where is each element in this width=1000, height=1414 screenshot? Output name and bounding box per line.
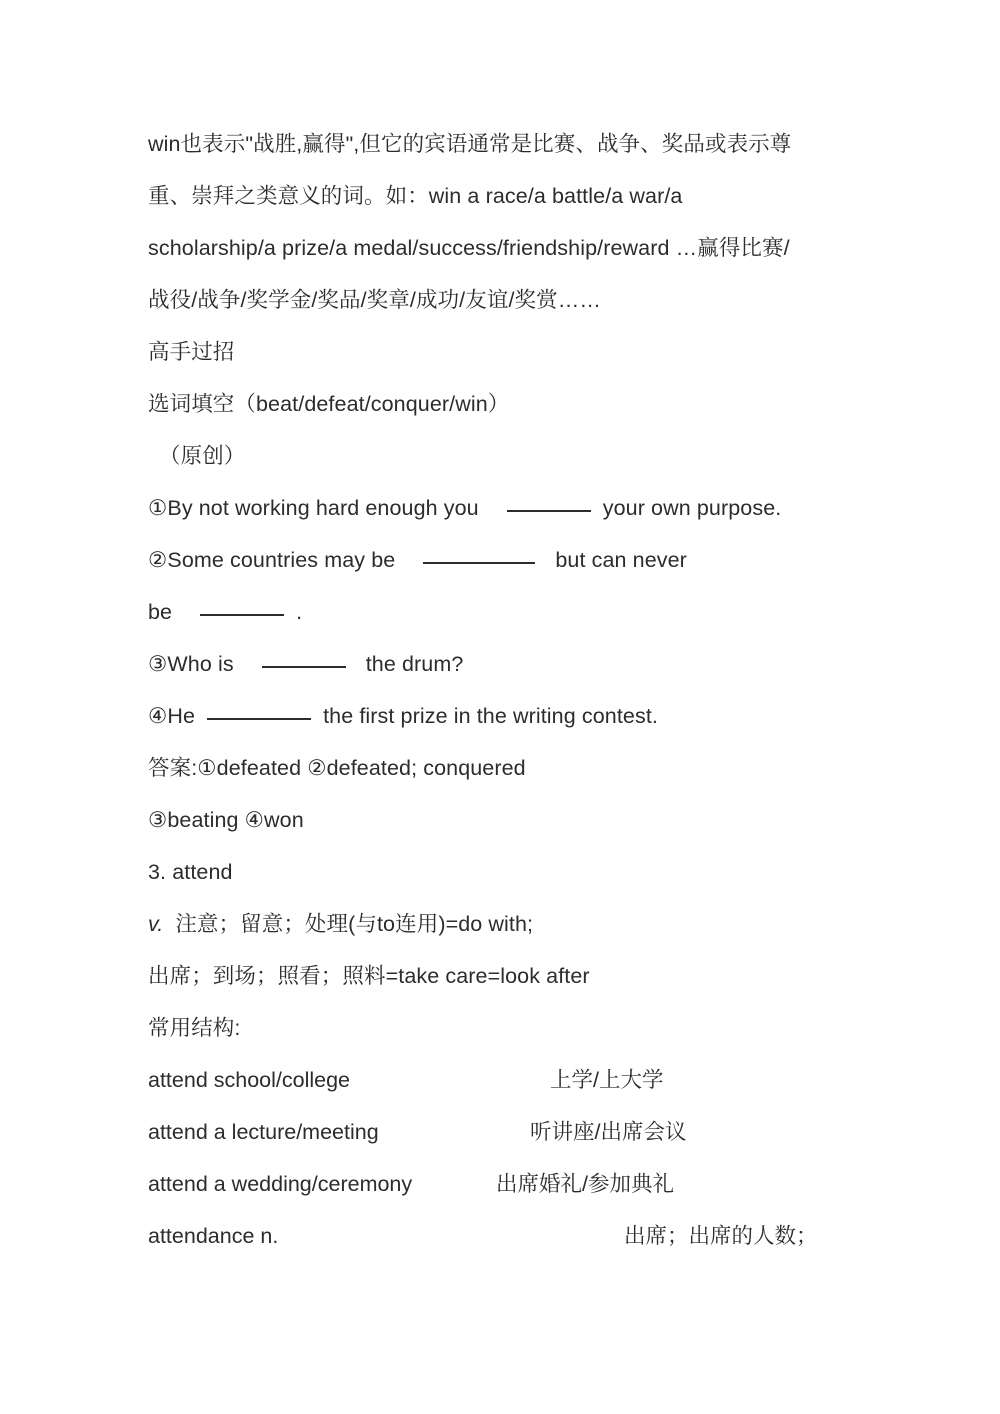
question-item-4 [148,690,864,742]
question-item-2-continued [148,586,864,638]
question-text-after: . [296,600,303,624]
question-text-after: the first prize in the writing contest. [323,704,658,728]
question-text-before: By not working hard enough you [167,496,479,520]
entry-heading: 3. attend [148,860,233,884]
collocation-english: attendance n. [148,1224,279,1248]
answer-blank[interactable] [262,648,346,668]
exercise-instruction: 选词填空（beat/defeat/conquer/win） [148,392,510,416]
definition-text: 注意；留意；处理(与to连用)=do with; [175,912,534,936]
entry-definition-line-2: 出席；到场；照看；照料=take care=look after [148,964,590,988]
question-text-after: but can never [555,548,687,572]
entry-definition-line-1 [148,898,864,950]
paragraph-line: 战役/战争/奖学金/奖品/奖章/成功/友谊/奖赏…… [148,288,601,312]
question-text-before: be [148,600,173,624]
collocation-english: attend school/college [148,1068,351,1092]
collocation-row [148,1158,864,1210]
structures-heading: 常用结构: [148,1016,241,1040]
paragraph-line: win也表示"战胜,赢得",但它的宾语通常是比赛、战争、奖品或表示尊 [148,132,792,156]
collocation-chinese: 出席；出席的人数； [624,1224,818,1248]
collocation-chinese: 听讲座/出席会议 [530,1120,687,1144]
exercise-source: （原创） [159,444,246,468]
collocation-chinese: 上学/上大学 [550,1068,664,1092]
question-marker: ② [148,548,168,572]
answer-blank[interactable] [200,596,284,616]
answer-line: ③beating ④won [148,808,304,832]
question-text-after: your own purpose. [602,496,782,520]
question-text-before: He [167,704,196,728]
part-of-speech: v. [148,912,164,936]
paragraph-line: 重、崇拜之类意义的词。如：win a race/a battle/a war/a [148,184,683,208]
collocation-chinese: 出席婚礼/参加典礼 [496,1172,674,1196]
question-text-before: Some countries may be [167,548,396,572]
question-item-3 [148,638,864,690]
question-marker: ④ [148,704,168,728]
paragraph-line: scholarship/a prize/a medal/success/friendship/reward …赢得比赛/ [148,236,790,260]
collocation-row [148,1054,864,1106]
answer-blank[interactable] [507,492,591,512]
question-marker: ③ [148,652,168,676]
document-body [148,118,864,1262]
answer-line: 答案:①defeated ②defeated; conquered [148,756,526,780]
question-text-before: Who is [167,652,234,676]
question-item-2 [148,534,864,586]
answer-blank[interactable] [207,700,311,720]
question-item-1 [148,482,864,534]
collocation-english: attend a wedding/ceremony [148,1172,413,1196]
question-text-after: the drum? [365,652,464,676]
collocation-row [148,1210,864,1262]
answer-blank[interactable] [423,544,535,564]
collocation-row [148,1106,864,1158]
exercise-heading: 高手过招 [148,340,235,364]
question-marker: ① [148,496,168,520]
collocation-english: attend a lecture/meeting [148,1120,379,1144]
